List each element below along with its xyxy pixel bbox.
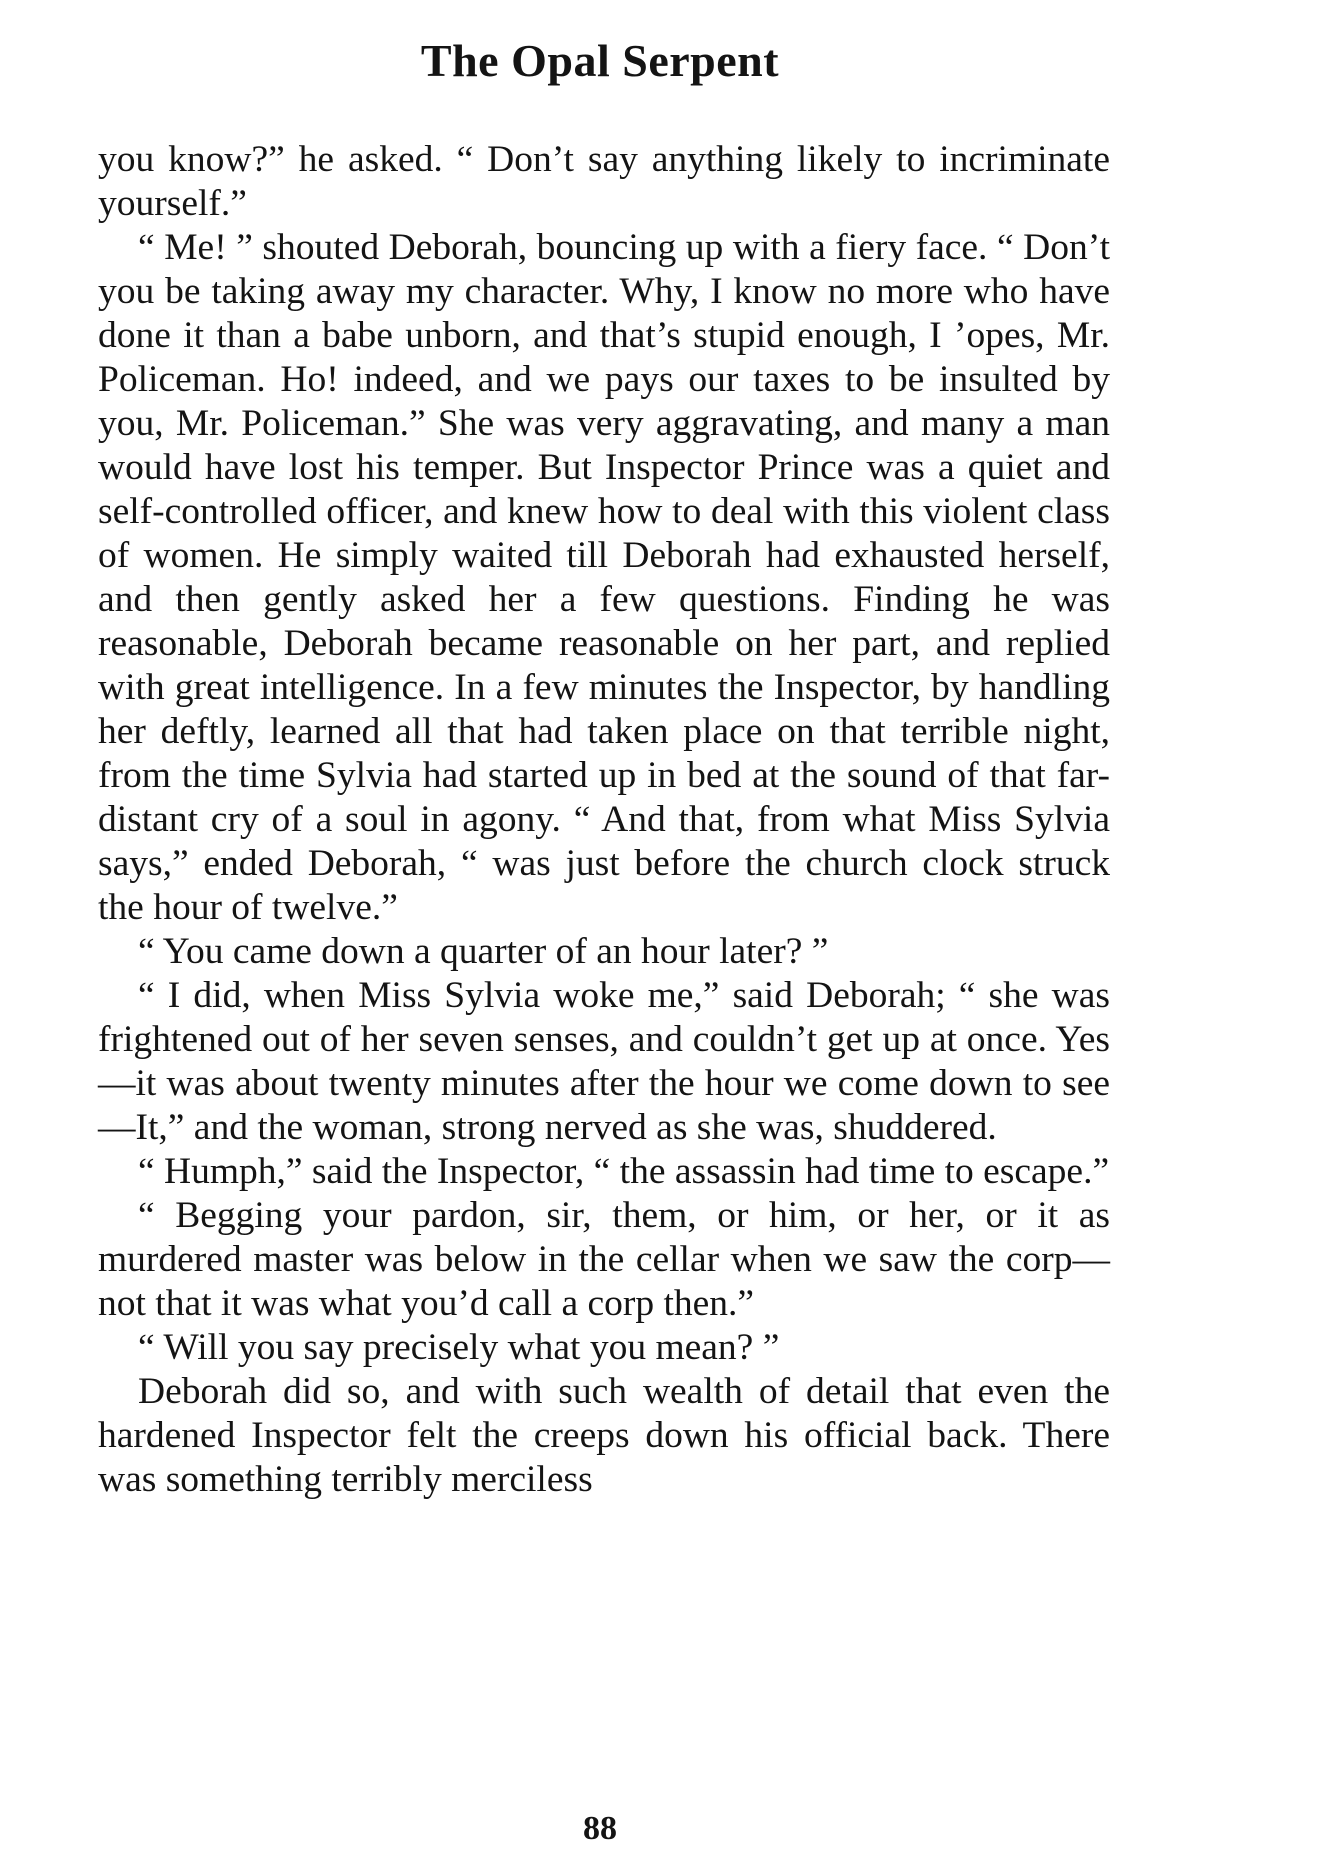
- paragraph: “ I did, when Miss Sylvia woke me,” said Deborah; “ she was frightened out of her seven senses, and couldn’t get up at once. Yes—it was about twenty minutes after the hour we come down to see—It,” and the woman, strong nerved as she was, shuddered.: [98, 975, 1110, 1148]
- paragraph: “ Me! ” shouted Deborah, bouncing up with a fiery face. “ Don’t you be taking away my character. Why, I know no more who have done it than a babe unborn, and that’s stupid enough, I ’opes, Mr. Policeman. Ho! indeed, and we pays our taxes to be insulted by you, Mr. Policeman.” She was very aggravating, and many a man would have lost his temper. But Inspector Prince was a quiet and self-controlled officer, and knew how to deal with this violent class of women. He simply waited till Deborah had exhausted herself, and then gently asked her a few questions. Finding he was reasonable, Deborah became reasonable on her part, and replied with great intelligence. In a few minutes the Inspector, by handling her deftly, learned all that had taken place on that terrible night, from the time Sylvia had started up in bed at the sound of that far-distant cry of a soul in agony. “ And that, from what Miss Sylvia says,” ended Deborah, “ was just before the church clock struck the hour of twelve.”: [98, 227, 1110, 928]
- paragraph: “ Begging your pardon, sir, them, or him, or her, or it as murdered master was below in the cellar when we saw the corp—not that it was what you’d call a corp then.”: [98, 1195, 1110, 1324]
- body-text: [98, 138, 1110, 1502]
- paragraph: “ You came down a quarter of an hour later? ”: [138, 931, 829, 972]
- page-number: 88: [583, 1810, 617, 1847]
- paragraph: “ Humph,” said the Inspector, “ the assassin had time to escape.”: [138, 1151, 1110, 1192]
- paragraph: Deborah did so, and with such wealth of detail that even the hardened Inspector felt the creeps down his official back. There was something terribly merciless: [98, 1371, 1110, 1500]
- running-head: The Opal Serpent: [420, 35, 780, 86]
- paragraph: “ Will you say precisely what you mean? ”: [138, 1327, 780, 1368]
- paragraph: you know?” he asked. “ Don’t say anything likely to incriminate yourself.”: [98, 139, 1110, 224]
